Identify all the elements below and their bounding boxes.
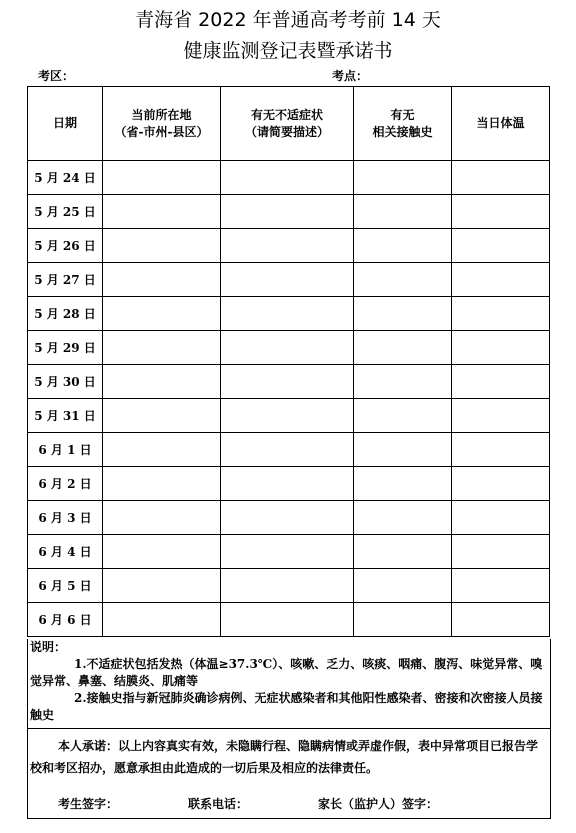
contact-history-cell[interactable] — [354, 195, 452, 229]
table-row — [28, 229, 550, 263]
phone-label: 联系电话： — [188, 797, 249, 811]
location-cell[interactable] — [103, 331, 221, 365]
date-cell: 6 月 1 日 — [28, 433, 103, 467]
table-row — [28, 365, 550, 399]
form-title-line2: 健康监测登记表暨承诺书 — [183, 40, 393, 62]
table-row — [28, 467, 550, 501]
location-cell[interactable] — [103, 229, 221, 263]
temperature-cell[interactable] — [452, 399, 550, 433]
table-row — [28, 569, 550, 603]
column-header-subline: 相关接触史 — [372, 124, 433, 139]
location-cell[interactable] — [103, 467, 221, 501]
temperature-cell[interactable] — [452, 535, 550, 569]
date-cell: 5 月 28 日 — [28, 297, 103, 331]
symptoms-cell[interactable] — [221, 195, 354, 229]
location-cell[interactable] — [103, 501, 221, 535]
contact-history-cell[interactable] — [354, 365, 452, 399]
date-cell: 6 月 4 日 — [28, 535, 103, 569]
location-cell[interactable] — [103, 365, 221, 399]
symptoms-cell[interactable] — [221, 331, 354, 365]
date-cell: 6 月 6 日 — [28, 603, 103, 637]
location-cell[interactable] — [103, 535, 221, 569]
column-header-line: 当日体温 — [476, 116, 525, 130]
table-row — [28, 399, 550, 433]
contact-history-cell[interactable] — [354, 399, 452, 433]
date-cell: 5 月 31 日 — [28, 399, 103, 433]
date-cell: 6 月 3 日 — [28, 501, 103, 535]
location-cell[interactable] — [103, 399, 221, 433]
date-cell: 5 月 27 日 — [28, 263, 103, 297]
temperature-cell[interactable] — [452, 501, 550, 535]
exam-site-label: 考点： — [332, 69, 369, 83]
date-cell: 5 月 25 日 — [28, 195, 103, 229]
table-row — [28, 161, 550, 195]
symptoms-cell[interactable] — [221, 161, 354, 195]
contact-history-cell[interactable] — [354, 331, 452, 365]
table-row — [28, 195, 550, 229]
notes-item-symptoms: 1.不适症状包括发热（体温≥37.3℃）、咳嗽、乏力、咳痰、咽痛、腹泻、味觉异常、嗅觉异常、鼻塞、结膜炎、肌痛等 — [30, 657, 543, 688]
location-cell[interactable] — [103, 263, 221, 297]
contact-history-cell[interactable] — [354, 297, 452, 331]
table-header-row — [28, 87, 550, 161]
location-cell[interactable] — [103, 569, 221, 603]
table-row — [28, 603, 550, 637]
column-header-subline: （请简要描述） — [244, 124, 329, 139]
temperature-cell[interactable] — [452, 263, 550, 297]
contact-history-cell[interactable] — [354, 569, 452, 603]
column-header-subline: （省-市州-县区） — [114, 124, 209, 139]
date-cell: 5 月 29 日 — [28, 331, 103, 365]
symptoms-cell[interactable] — [221, 467, 354, 501]
column-header-location — [103, 87, 221, 161]
temperature-cell[interactable] — [452, 161, 550, 195]
column-header-symptoms — [221, 87, 354, 161]
location-cell[interactable] — [103, 603, 221, 637]
pledge-section — [27, 729, 551, 819]
location-cell[interactable] — [103, 195, 221, 229]
temperature-cell[interactable] — [452, 569, 550, 603]
table-row — [28, 501, 550, 535]
column-header-contact-history — [354, 87, 452, 161]
column-header-line: 有无 — [390, 107, 415, 122]
table-row — [28, 433, 550, 467]
date-cell: 6 月 5 日 — [28, 569, 103, 603]
table-row — [28, 297, 550, 331]
guardian-signature-label: 家长（监护人）签字： — [318, 797, 439, 811]
temperature-cell[interactable] — [452, 195, 550, 229]
temperature-cell[interactable] — [452, 229, 550, 263]
table-row — [28, 263, 550, 297]
symptoms-cell[interactable] — [221, 603, 354, 637]
contact-history-cell[interactable] — [354, 603, 452, 637]
symptoms-cell[interactable] — [221, 501, 354, 535]
symptoms-cell[interactable] — [221, 399, 354, 433]
contact-history-cell[interactable] — [354, 467, 452, 501]
symptoms-cell[interactable] — [221, 365, 354, 399]
date-cell: 5 月 24 日 — [28, 161, 103, 195]
location-cell[interactable] — [103, 161, 221, 195]
date-cell: 5 月 26 日 — [28, 229, 103, 263]
contact-history-cell[interactable] — [354, 263, 452, 297]
column-header-line: 日期 — [52, 116, 77, 130]
contact-history-cell[interactable] — [354, 535, 452, 569]
temperature-cell[interactable] — [452, 603, 550, 637]
contact-history-cell[interactable] — [354, 501, 452, 535]
symptoms-cell[interactable] — [221, 263, 354, 297]
temperature-cell[interactable] — [452, 297, 550, 331]
symptoms-cell[interactable] — [221, 433, 354, 467]
column-header-date — [28, 87, 103, 161]
notes-item-contact-history: 2.接触史指与新冠肺炎确诊病例、无症状感染者和其他阳性感染者、密接和次密接人员接触史 — [30, 691, 543, 722]
contact-history-cell[interactable] — [354, 433, 452, 467]
notes-heading: 说明： — [30, 640, 67, 654]
column-header-line: 当前所在地 — [131, 107, 192, 122]
date-cell: 6 月 2 日 — [28, 467, 103, 501]
health-monitoring-table — [27, 86, 550, 637]
column-header-line: 有无不适症状 — [250, 107, 323, 122]
table-row — [28, 535, 550, 569]
symptoms-cell[interactable] — [221, 297, 354, 331]
date-cell: 5 月 30 日 — [28, 365, 103, 399]
location-cell[interactable] — [103, 297, 221, 331]
temperature-cell[interactable] — [452, 433, 550, 467]
exam-area-label: 考区： — [38, 69, 75, 83]
contact-history-cell[interactable] — [354, 161, 452, 195]
temperature-cell[interactable] — [452, 331, 550, 365]
symptoms-cell[interactable] — [221, 229, 354, 263]
temperature-cell[interactable] — [452, 365, 550, 399]
table-row — [28, 331, 550, 365]
form-title-line1: 青海省 2022 年普通高考考前 14 天 — [135, 9, 441, 31]
notes-section — [27, 639, 551, 729]
symptoms-cell[interactable] — [221, 569, 354, 603]
student-signature-label: 考生签字： — [58, 797, 119, 811]
location-cell[interactable] — [103, 433, 221, 467]
column-header-temperature — [452, 87, 550, 161]
contact-history-cell[interactable] — [354, 229, 452, 263]
temperature-cell[interactable] — [452, 467, 550, 501]
symptoms-cell[interactable] — [221, 535, 354, 569]
pledge-text: 本人承诺：以上内容真实有效，未隐瞒行程、隐瞒病情或弄虚作假，表中异常项目已报告学校和考区招办，愿意承担由此造成的一切后果及相应的法律责任。 — [30, 739, 539, 775]
